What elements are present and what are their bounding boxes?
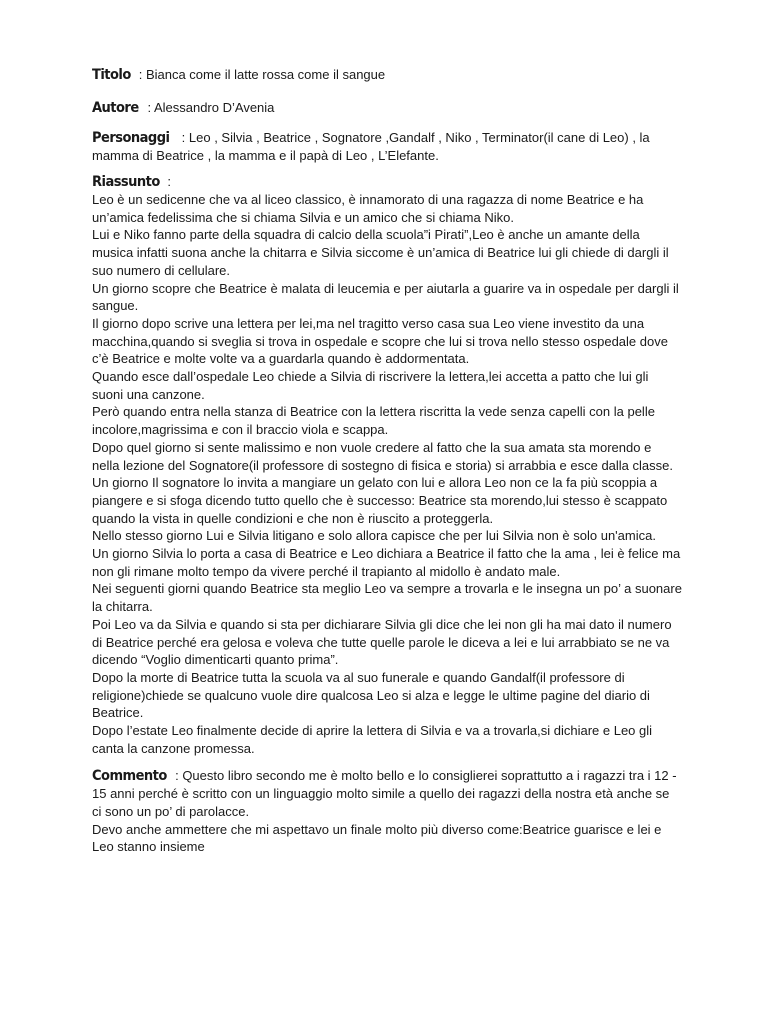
summary-body bbox=[92, 191, 682, 758]
summary-paragraph: Nello stesso giorno Lui e Silvia litigano e solo allora capisce che per lui Silvia non è solo un'amica. bbox=[92, 528, 656, 544]
comment-label: Commento bbox=[92, 767, 167, 784]
summary-heading bbox=[92, 173, 682, 191]
summary-paragraph: Il giorno dopo scrive una lettera per lei,ma nel tragitto verso casa sua Leo viene investito da una macchina,quando si sveglia si trova in ospedale e scopre che lui si trova nello stesso ospedale dove c’è Beatrice e molte volte va a guardarla quando è addormentata. bbox=[92, 315, 668, 367]
summary-paragraph: Lui e Niko fanno parte della squadra di calcio della scuola”i Pirati”,Leo è anche un amante della musica infatti suona anche la chitarra e Silvia siccome è un’amica di Beatrice lui gli chiede di dargli il suo numero di cellulare. bbox=[92, 227, 669, 278]
comment-section bbox=[92, 767, 682, 857]
summary-paragraph: Dopo quel giorno si sente malissimo e non vuole credere al fatto che la sua amata sta morendo e nella lezione del Sognatore(il professore di sostegno di fisica e storia) si arrabbia e esce dalla classe. bbox=[92, 439, 673, 473]
title-label: Titolo bbox=[92, 67, 131, 83]
author-value: Alessandro D’Avenia bbox=[153, 100, 275, 115]
summary-paragraph: Dopo la morte di Beatrice tutta la scuola va al suo funerale e quando Gandalf(il professore di religione)chiede se qualcuno vuole dire qualcosa Leo si alza e legge le ultime pagine del diario di Beatrice. bbox=[92, 669, 650, 721]
characters-label: Personaggi bbox=[92, 130, 170, 146]
characters-value: Leo , Silvia , Beatrice , Sognatore ,Gandalf , Niko , Terminator(il cane di Leo) , la mamma di Beatrice , la mamma e il papà di Leo , L’Elefante. bbox=[92, 130, 650, 163]
summary-paragraph: Leo è un sedicenne che va al liceo classico, è innamorato di una ragazza di nome Beatrice e ha un’amica fedelissima che si chiama Silvia e un amico che si chiama Niko. bbox=[92, 192, 644, 225]
comment-second-paragraph: Devo anche ammettere che mi aspettavo un finale molto più diverso come:Beatrice guarisce e lei e Leo stanno insieme bbox=[92, 821, 662, 855]
characters-field bbox=[92, 129, 682, 165]
summary-paragraph: Però quando entra nella stanza di Beatrice con la lettera riscritta la vede senza capelli con la pelle incolore,magrissima e con il braccio viola e scappa. bbox=[92, 404, 655, 438]
summary-paragraph: Un giorno Silvia lo porta a casa di Beatrice e Leo dichiara a Beatrice il fatto che la ama , lei è felice ma non gli rimane molto tempo da vivere perché il trapianto al midollo è andato male. bbox=[92, 546, 681, 579]
summary-paragraph: Quando esce dall’ospedale Leo chiede a Silvia di riscrivere la lettera,lei accetta a patto che lui gli suoni una canzone. bbox=[92, 369, 649, 402]
summary-paragraph: Poi Leo va da Silvia e quando si sta per dichiarare Silvia gli dice che lei non gli ha mai dato il numero di Beatrice perché era gelosa e voleva che tutte quelle parole le diceva a lei e lui arrabbiato se ne va dicendo “Voglio dimenticarti quanto prima”. bbox=[92, 616, 672, 668]
summary-separator: : bbox=[167, 174, 171, 189]
summary-paragraph: Dopo l’estate Leo finalmente decide di aprire la lettera di Silvia e va a trovarla,si dichiare e Leo gli canta la canzone promessa. bbox=[92, 723, 653, 756]
title-field bbox=[92, 66, 682, 84]
comment-first-paragraph bbox=[92, 767, 682, 821]
characters-separator: : bbox=[178, 130, 189, 145]
title-value: Bianca come il latte rossa come il sangue bbox=[145, 67, 386, 82]
document-page bbox=[92, 66, 682, 856]
summary-paragraph: Un giorno Il sognatore lo invita a mangiare un gelato con lui e allora Leo non ce la fa più scoppia a piangere e si sfoga dicendo tutto quello che è successo: Beatrice sta morendo,lui stesso è scappato quando la vista in quelle condizioni e che non è riuscito a proteggerla. bbox=[92, 475, 668, 526]
comment-text: Questo libro secondo me è molto bello e lo consiglierei soprattutto a i ragazzi tra i 12 - 15 anni perché è scritto con un linguaggio molto simile a quello dei ragazzi della nostra età anche se ci sono un po’ di parolacce. bbox=[92, 767, 677, 819]
summary-paragraph: Un giorno scopre che Beatrice è malata di leucemia e per aiutarla a guarire va in ospedale per dargli il sangue. bbox=[92, 280, 679, 314]
title-separator: : bbox=[135, 67, 146, 82]
author-separator: : bbox=[143, 100, 154, 115]
author-label: Autore bbox=[92, 100, 139, 116]
summary-label: Riassunto bbox=[92, 174, 160, 190]
summary-paragraph: Nei seguenti giorni quando Beatrice sta meglio Leo va sempre a trovarla e le insegna un po’ a suonare la chitarra. bbox=[92, 581, 682, 615]
author-field bbox=[92, 99, 682, 117]
comment-separator: : bbox=[175, 767, 183, 783]
